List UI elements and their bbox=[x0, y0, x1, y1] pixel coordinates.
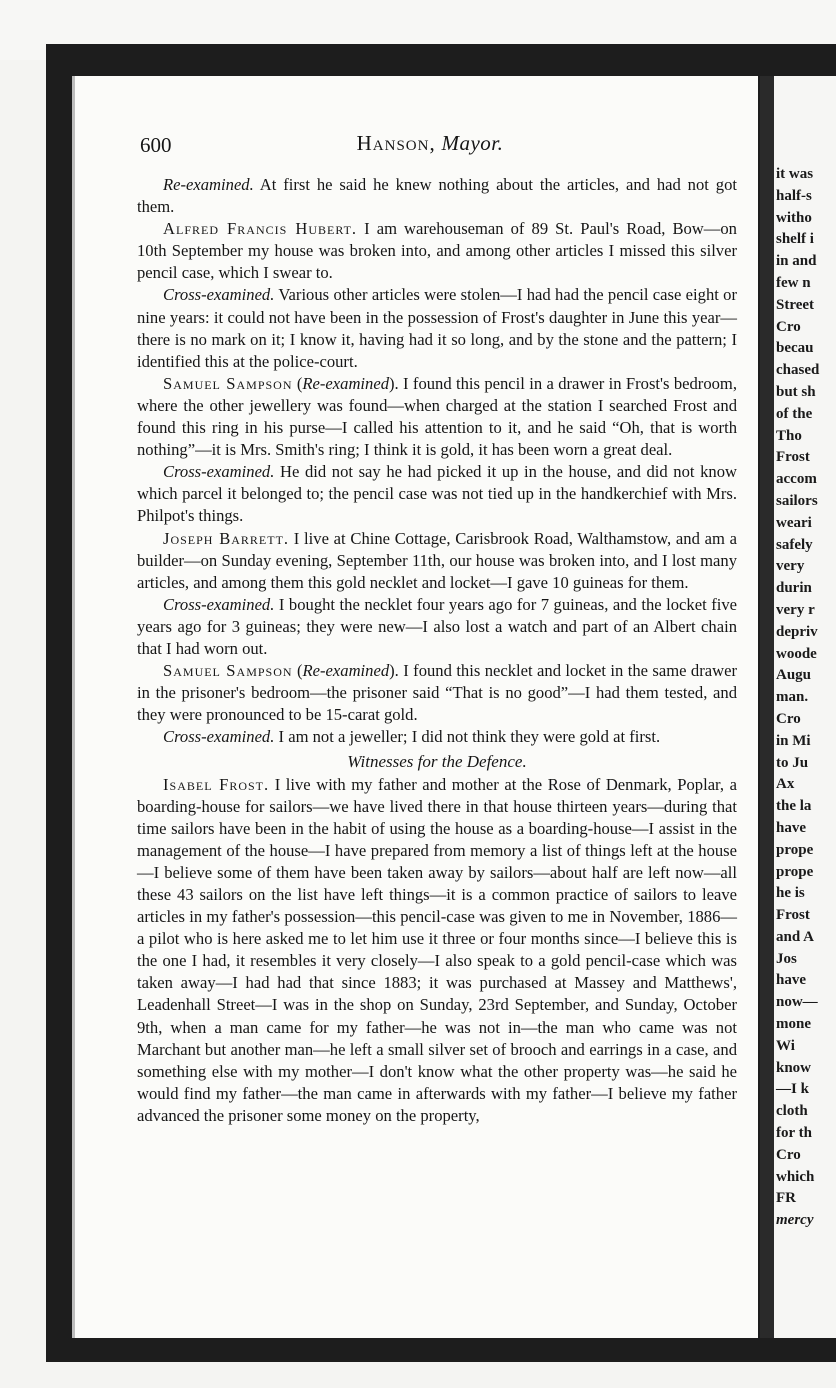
next-page-line-fragment: becau bbox=[776, 340, 814, 357]
testimony-paragraph bbox=[137, 774, 737, 1128]
next-page-line-fragment: woode bbox=[776, 645, 817, 662]
next-page-line-fragment: have bbox=[776, 819, 806, 836]
examination-label: Re-examined bbox=[302, 661, 390, 681]
examination-label: Re-examined. bbox=[163, 175, 254, 194]
next-page-line-fragment: shelf i bbox=[776, 231, 814, 248]
book-gutter bbox=[760, 76, 774, 1338]
next-page-line-fragment: Jos bbox=[776, 950, 797, 967]
running-head-title: Mayor. bbox=[441, 131, 504, 155]
next-page-line-fragment: FR bbox=[776, 1190, 796, 1207]
examination-label: Cross-examined. bbox=[163, 462, 275, 482]
next-page-line-fragment: accom bbox=[776, 471, 817, 488]
next-page-line-fragment: half-s bbox=[776, 187, 812, 204]
testimony-text: Various other articles were stolen—I had had the pencil case eight or nine years: it could not have been in the possession of Frost's daughter in June this year—there is no mark on it; I know it, having had it so long, and by the stone and the pattern; I identified this at the police-court. bbox=[137, 285, 737, 371]
testimony-paragraph bbox=[137, 726, 737, 748]
next-page-line-fragment: Street bbox=[776, 296, 815, 313]
next-page-line-fragment: have bbox=[776, 972, 806, 989]
testimony-text: At first he said he knew nothing about the articles, and had not got them. bbox=[137, 175, 737, 217]
next-page-line-fragment: Ax bbox=[776, 776, 795, 793]
next-page-line-fragment: depriv bbox=[776, 623, 818, 640]
testimony-paragraph bbox=[137, 284, 737, 372]
testimony-paragraph bbox=[137, 461, 737, 527]
next-page-line-fragment: know bbox=[776, 1059, 812, 1076]
next-page-line-fragment: chased bbox=[776, 362, 820, 379]
next-page-line-fragment: prope bbox=[776, 841, 814, 858]
testimony-paragraph bbox=[137, 528, 737, 594]
next-page-fragments bbox=[776, 164, 819, 1232]
next-page-line-fragment: for th bbox=[776, 1125, 812, 1142]
next-page-line-fragment: very bbox=[776, 558, 805, 575]
next-page-line-fragment: Augu bbox=[776, 667, 812, 684]
section-heading: Witnesses for the Defence. bbox=[347, 752, 527, 772]
examination-label: Re-examined bbox=[302, 373, 389, 393]
examination-label: Cross-examined. bbox=[163, 285, 275, 305]
examination-label: Cross-examined. bbox=[163, 594, 275, 614]
next-page-line-fragment: which bbox=[776, 1168, 815, 1185]
next-page-line-fragment: Wi bbox=[776, 1037, 795, 1054]
testimony-text: I found this pencil in a drawer in Frost's bedroom, where the other jewellery was found—when charged at the station I searched Frost and found this ring in his purse—I called his attention to it, and he said “Oh, that is worth nothing”—it is Mrs. Smith's ring; I think it is gold, it has been worn a great deal. bbox=[137, 373, 737, 460]
witness-name: Isabel Frost. bbox=[163, 774, 270, 794]
testimony-text: He did not say he had picked it up in the house, and did not know which parcel it belonged to; the pencil case was not tied up in the handkerchief with Mrs. Philpot's things. bbox=[137, 462, 737, 526]
next-page-line-fragment: mercy bbox=[776, 1212, 814, 1229]
next-page-line-fragment: the la bbox=[776, 798, 812, 815]
next-page-line-fragment: Cro bbox=[776, 1146, 801, 1163]
running-head bbox=[300, 131, 560, 156]
next-page-line-fragment: witho bbox=[776, 209, 812, 226]
next-page-line-fragment: —I k bbox=[776, 1081, 809, 1098]
testimony-text: I am not a jeweller; I did not think they were gold at first. bbox=[274, 727, 661, 747]
next-page-line-fragment: but sh bbox=[776, 383, 816, 400]
next-page-line-fragment: weari bbox=[776, 514, 812, 531]
testimony-paragraph bbox=[137, 218, 737, 284]
next-page-line-fragment: prope bbox=[776, 863, 814, 880]
next-page-line-fragment: Frost bbox=[776, 907, 810, 924]
testimony-paragraph: Samuel Sampson (Re-examined). I found this pencil in a drawer in Frost's bedroom, where the other jewellery was found—when charged at the station I searched Frost and found this ring in his purse—I called his attention to it, and he said “Oh, that is worth nothing”—it is Mrs. Smith's ring; I think it is gold, it has been worn a great deal. bbox=[137, 373, 737, 460]
next-page-line-fragment: Cro bbox=[776, 318, 801, 335]
next-page-line-fragment: he is bbox=[776, 885, 805, 902]
testimony-text: I bought the necklet four years ago for 7 guineas, and the locket five years ago for 3 guineas; they were new—I also lost a watch and part of an Albert chain that I had worn out. bbox=[137, 594, 737, 658]
next-page-line-fragment: Cro bbox=[776, 710, 801, 727]
next-page-line-fragment: cloth bbox=[776, 1103, 808, 1120]
running-head-name: Hanson, bbox=[356, 131, 436, 155]
next-page-line-fragment: few n bbox=[776, 274, 811, 291]
next-page-line-fragment: sailors bbox=[776, 492, 818, 509]
witness-name: Samuel Sampson bbox=[163, 661, 293, 681]
page-number: 600 bbox=[140, 133, 172, 157]
next-page-line-fragment: in Mi bbox=[776, 732, 811, 749]
testimony-paragraph bbox=[137, 174, 737, 218]
witness-name: Samuel Sampson bbox=[163, 373, 293, 393]
next-page-line-fragment: now— bbox=[776, 994, 818, 1011]
next-page-line-fragment: Tho bbox=[776, 427, 802, 444]
next-page-line-fragment: very r bbox=[776, 601, 815, 618]
testimony-paragraph: Samuel Sampson (Re-examined). I found this necklet and locket in the same drawer in the prisoner's bedroom—the prisoner said “That is no good”—I had them tested, and they were pronounced to be 15-carat gold. bbox=[137, 661, 737, 725]
next-page-line-fragment: durin bbox=[776, 580, 812, 597]
next-page-line-fragment: and A bbox=[776, 928, 814, 945]
witness-name: Joseph Barrett. bbox=[163, 528, 290, 548]
next-page-line-fragment: of the bbox=[776, 405, 813, 422]
testimony-paragraph bbox=[137, 594, 737, 660]
next-page-edge bbox=[774, 76, 836, 1338]
testimony-text: I live at Chine Cottage, Carisbrook Road, Walthamstow, and am a builder—on Sunday evening, September 11th, our house was broken into, and I lost many articles, and among them this gold necklet and locket—I gave 10 guineas for them. bbox=[137, 528, 737, 592]
testimony-text: I live with my father and mother at the Rose of Denmark, Poplar, a boarding-house for sailors—we have lived there in that house thirteen years—during that time sailors have been in the habit of using the house as a boarding-house—I assist in the management of the house—I have prepared from memory a list of things left at the house—I believe some of them have been taken away by sailors—about half are left now—all these 43 sailors on the list have left things—it is a common practice of sailors to leave articles in my father's possession—this pencil-case was given to me in November, 1886—a pilot who is here asked me to let him use it three or four months since—I believe this is the one I had, it resembles it very closely—I also speak to a gold pencil-case which was taken away—I had had that since 1883; it was purchased at Massey and Matthews', Leadenhall Street—I was in the shop on Sunday, 23rd September, and Sunday, October 9th, when a man came for my father—he was not in—the man who came was not Marchant but another man—he left a small silver set of brooch and earrings in a case, and something else with my mother—I don't know what the other property was—he said he would find my father—the man came in afterwards with my father—I believe my father advanced the prisoner some money on the property, bbox=[137, 774, 737, 1125]
next-page-line-fragment: to Ju bbox=[776, 754, 809, 771]
next-page-line-fragment: man. bbox=[776, 689, 809, 706]
next-page-line-fragment: Frost bbox=[776, 449, 810, 466]
body-text bbox=[137, 174, 737, 1127]
next-page-line-fragment: safely bbox=[776, 536, 813, 553]
examination-label: Cross-examined. bbox=[163, 727, 275, 747]
witness-name: Alfred Francis Hubert. bbox=[163, 219, 358, 239]
next-page-line-fragment: mone bbox=[776, 1016, 811, 1033]
testimony-text: I found this necklet and locket in the same drawer in the prisoner's bedroom—the prisoner said “That is no good”—I had them tested, and they were pronounced to be 15-carat gold. bbox=[137, 661, 737, 725]
next-page-line-fragment: it was bbox=[776, 166, 814, 182]
next-page-line-fragment: in and bbox=[776, 253, 817, 270]
testimony-text: I am warehouseman of 89 St. Paul's Road, Bow—on 10th September my house was broken into, and among other articles I missed this silver pencil case, which I swear to. bbox=[137, 219, 737, 283]
